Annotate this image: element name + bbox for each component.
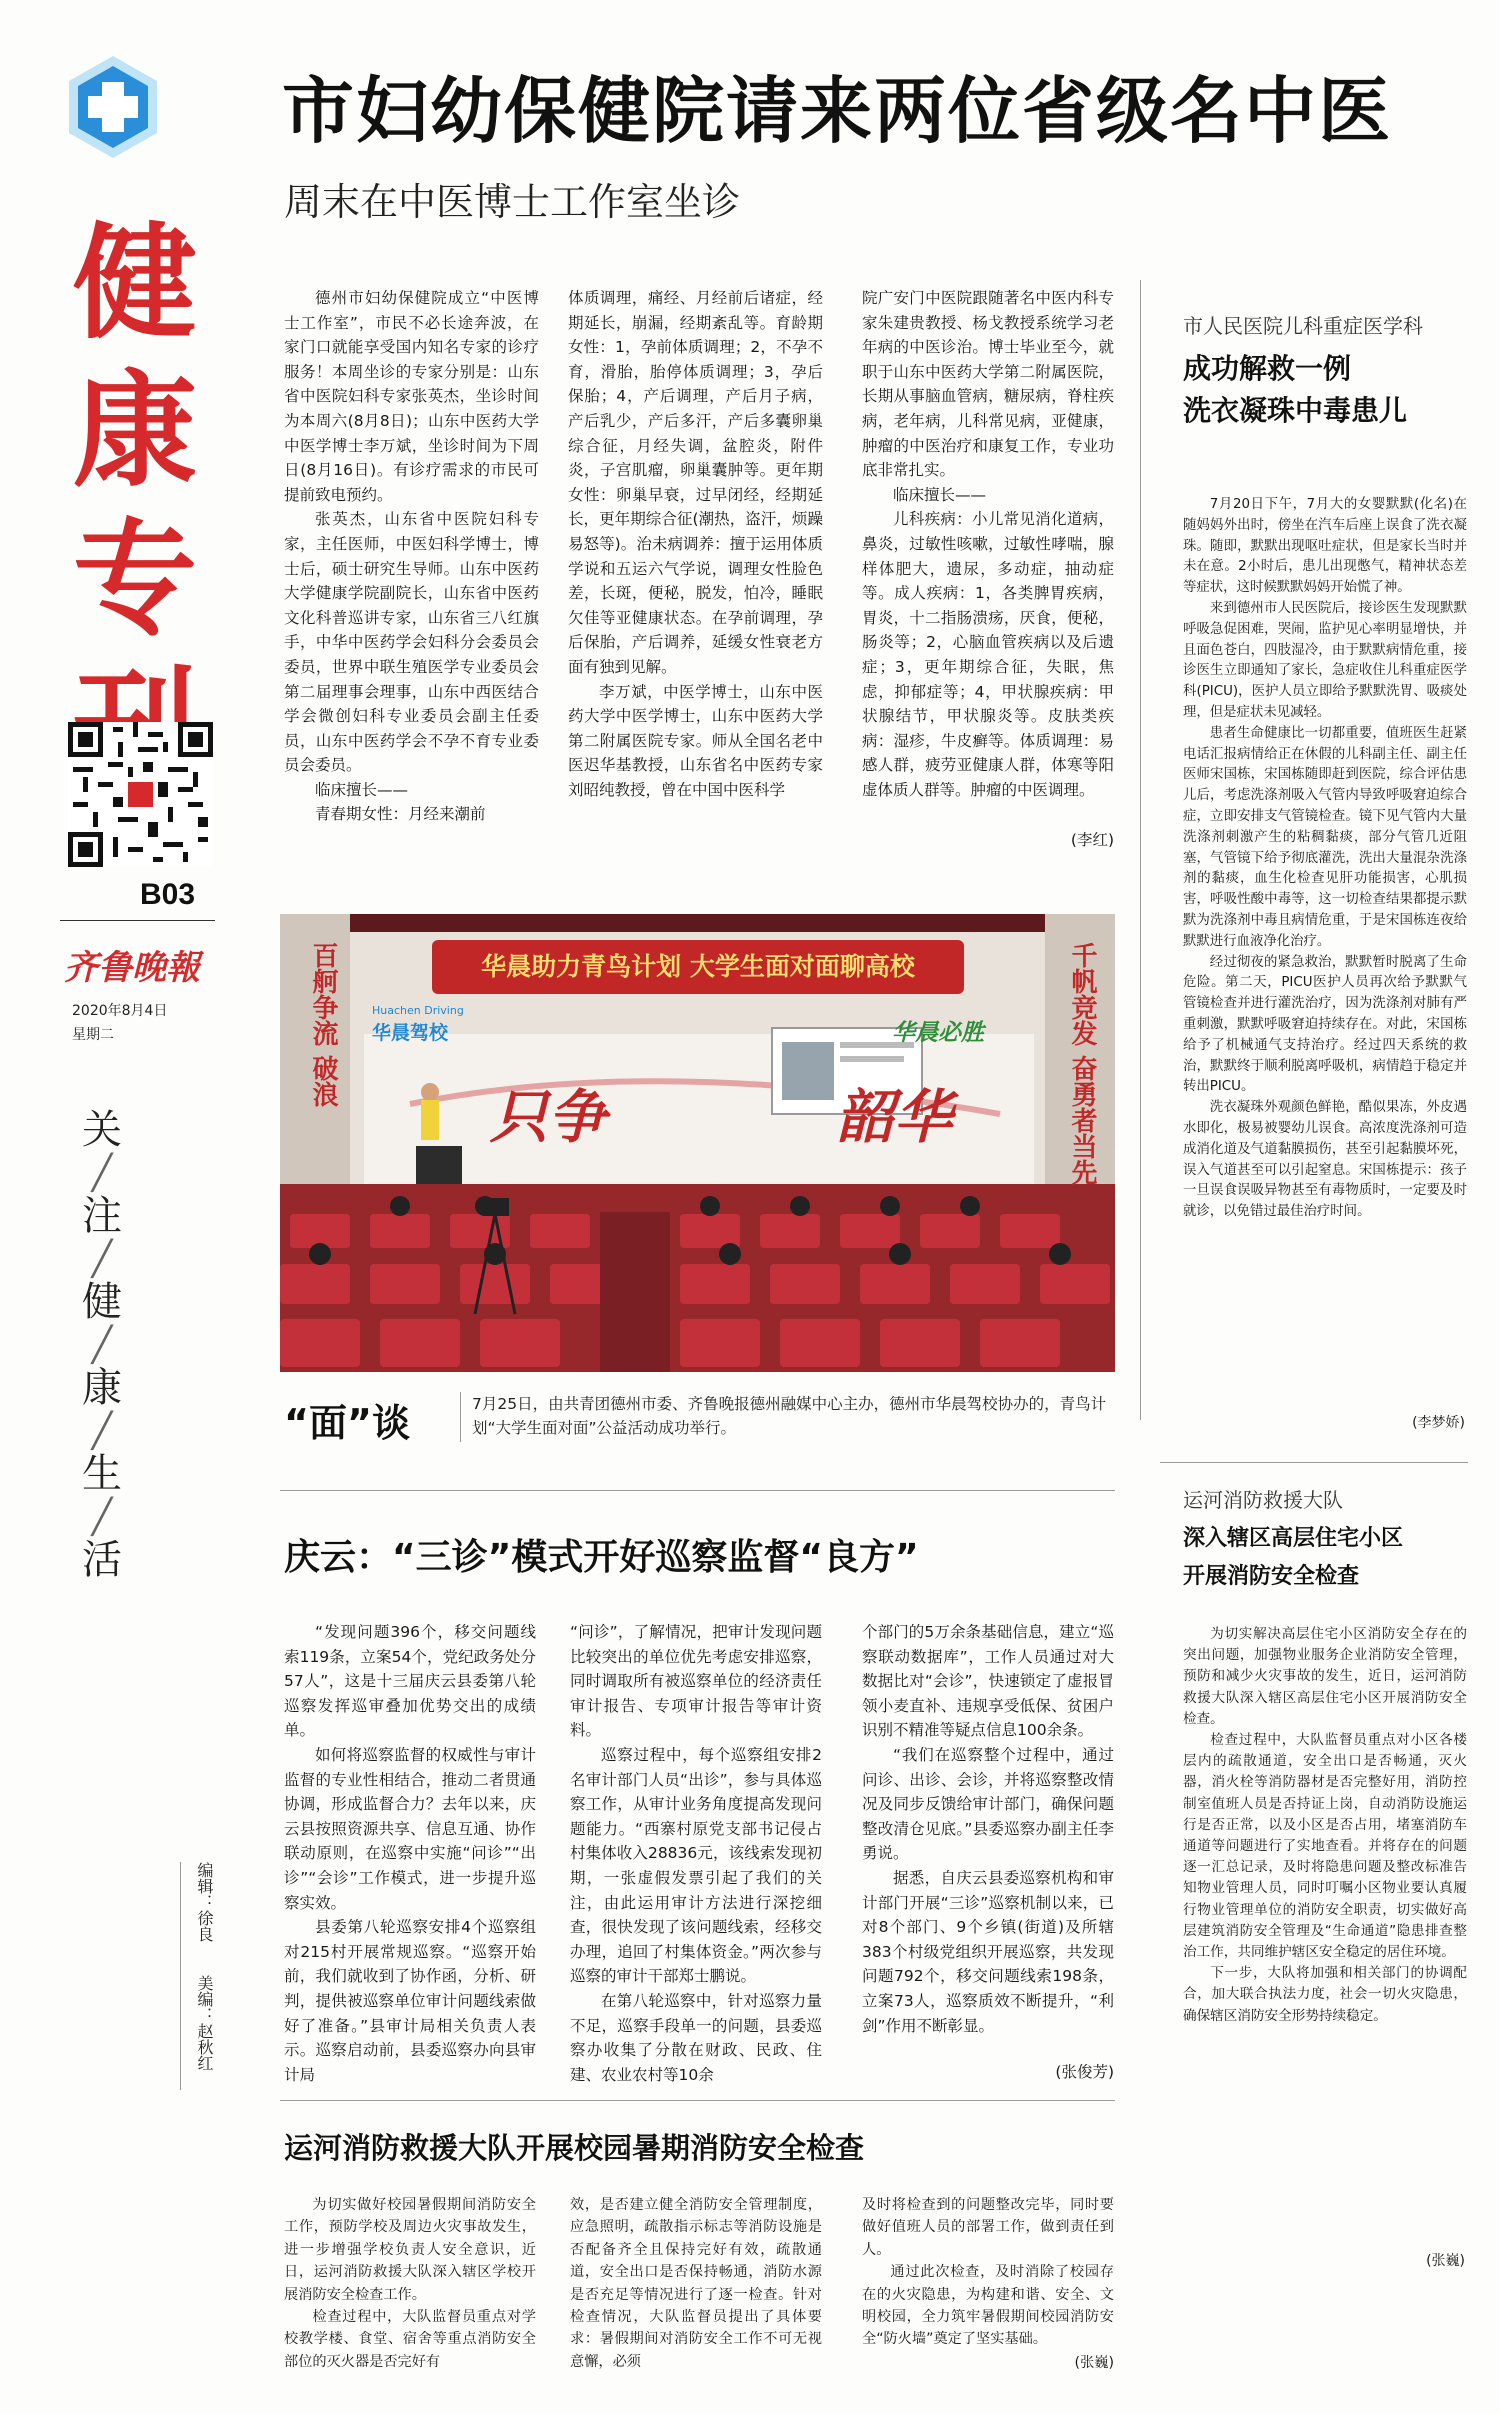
motto-char: 生 <box>82 1451 122 1497</box>
photo-banner: 华晨助力青鸟计划 大学生面对面聊高校 <box>481 952 915 981</box>
page-headline: 市妇幼保健院请来两位省级名中医 <box>282 69 1393 153</box>
paragraph: 为切实解决高层住宅小区消防安全存在的突出问题，加强物业服务企业消防安全管理，预防和减少火灾事故的发生，近日，运河消防救援大队深入辖区高层住宅小区开展消防安全检查。 <box>1183 1626 1467 1727</box>
paragraph: 儿科疾病：小儿常见消化道病，鼻炎，过敏性咳嗽，过敏性哮喘，腺样体肥大，遗尿，多动症，抽动症等。成人疾病：1，各类脾胃疾病，胃炎，十二指肠溃疡，厌食，便秘，肠炎等；2，心脑血管疾病以及后遗症；3，更年期综合征，失眠，焦虑，抑郁症等；4，甲状腺疾病：甲状腺结节，甲状腺炎等。皮肤类疾病：湿疹，牛皮癣等。体质调理：易感人群，疲劳亚健康人群，体寒等阳虚体质人群等。肿瘤的中医调理。 <box>862 510 1114 799</box>
paragraph: 及时将检查到的问题整改完毕，同时要做好值班人员的部署工作，做到责任到人。 <box>862 2197 1114 2258</box>
story2-column-2 <box>570 1620 822 2084</box>
headline-line: 洗衣凝珠中毒患儿 <box>1183 394 1408 427</box>
right-couplet: 千帆竞发 奋勇者当先 <box>1067 942 1097 1186</box>
paragraph: 通过此次检查，及时消除了校园存在的火灾隐患，为构建和谐、安全、文明校园，全力筑牢暑假期间校园消防安全“防火墙”奠定了坚实基础。 <box>862 2264 1114 2348</box>
motto-char: 关 <box>82 1107 122 1153</box>
motto-char: 健 <box>82 1279 122 1325</box>
right-story-body <box>1183 1624 1467 2272</box>
slash-divider: ╱ <box>91 1239 113 1279</box>
paragraph: 如何将巡察监督的权威性与审计监督的专业性相结合，推动二者贯通协调，形成监督合力？去年以来，庆云县按照资源共享、信息互通、协作联动原则，在巡察中实施“问诊”“出诊”“会诊”工作模式，进一步提升巡察实效。 <box>284 1745 536 1912</box>
paragraph: 县委第八轮巡察安排4个巡察组对215村开展常规巡察。“巡察开始前，我们就收到了协作函，分析、研判，提供被巡察单位审计问题线索做好了准备。”县审计局相关负责人表示。巡察启动前，县委巡察办向县审计局 <box>284 1918 536 2084</box>
paragraph: 检查过程中，大队监督员重点对学校教学楼、食堂、宿舍等重点消防安全部位的灭火器是否完好有 <box>284 2309 536 2370</box>
paragraph: 临床擅长—— <box>893 485 987 504</box>
section-title-char: 专 <box>72 508 197 652</box>
motto-char: 康 <box>82 1365 122 1411</box>
paragraph: 张英杰，山东省中医院妇科专家，主任医师，中医妇科学博士，博士后，硕士研究生导师。山东中医药大学健康学院副院长，山东省中医药文化科普巡讲专家，山东省三八红旗手，中华中医药学会妇科分会委员会委员，世界中联生殖医学专业委员会第二届理事会理事，山东中西医结合学会微创妇科专业委员会副主任委员，山东中医药学会不孕不育专业委员会委员。 <box>284 510 539 775</box>
motto <box>72 1107 132 1583</box>
issue-date: 2020年8月4日 <box>72 1003 168 1019</box>
photo-section-label: “面”谈 <box>284 1401 410 1445</box>
column-rule <box>1140 280 1141 1420</box>
byline: (李梦娇) <box>1412 1415 1465 1431</box>
backdrop-text: 韶华 <box>836 1083 953 1151</box>
caption-rule <box>460 1392 461 1442</box>
paragraph: 李万斌，中医学博士，山东中医药大学中医学博士，山东中医药大学第二附属医院专家。师从全国名老中医迟华基教授，山东省名中医药专家刘昭纯教授，曾在中国中医科学 <box>568 682 823 799</box>
story3-column-1 <box>284 2194 536 2376</box>
section-rule <box>280 1490 1115 1491</box>
paragraph: 7月20日下午，7月大的女婴默默(化名)在随妈妈外出时，傍坐在汽车后座上误食了洗衣凝珠。随即，默默出现呕吐症状，但是家长当时并未在意。2小时后，患儿出现憋气，精神状态差等症状，这时候默默妈妈开始慌了神。 <box>1183 497 1467 596</box>
headline-line: 深入辖区高层住宅小区 <box>1183 1526 1404 1551</box>
story3-column-2 <box>570 2194 822 2376</box>
paragraph: 患者生命健康比一切都重要，值班医生赶紧电话汇报病情给正在休假的儿科副主任、副主任医师宋国栋，宋国栋随即赶到医院，综合评估患儿后，考虑洗涤剂吸入气管内导致呼吸窘迫综合症，立即安排支气管镜检查。镜下见气管内大量洗涤剂刺激产生的粘稠黏痰，部分气管几近阻塞，气管镜下给予彻底灌洗，洗出大量混杂洗涤剂的黏痰，血生化检查见肝功能损害，心肌损害，呼吸性酸中毒等，这一切检查结果都提示默默为洗涤剂中毒且病情危重，于是宋国栋连夜给默默进行血液净化治疗。 <box>1183 725 1467 949</box>
designer-credit: 美编：赵秋红 <box>195 1975 214 2071</box>
motto-char: 活 <box>82 1537 122 1583</box>
slash-divider: ╱ <box>91 1497 113 1537</box>
right-slogan: 华晨必胜 <box>892 1020 984 1046</box>
cross-logo-icon <box>58 52 168 162</box>
photo-caption: 7月25日，由共青团德州市委、齐鲁晚报德州融媒中心主办，德州市华晨驾校协办的，青鸟计划“大学生面对面”公益活动成功举行。 <box>472 1395 1107 1437</box>
story2-column-1 <box>284 1620 536 2084</box>
paragraph: 为切实做好校园暑假期间消防安全工作，预防学校及周边火灾事故发生，进一步增强学校负责人安全意识，近日，运河消防救援大队深入辖区学校开展消防安全检查工作。 <box>284 2197 536 2303</box>
right-story-kicker: 市人民医院儿科重症医学科 <box>1183 314 1423 338</box>
right-story-body <box>1183 495 1467 1430</box>
school-name-en: Huachen Driving <box>372 1004 464 1017</box>
paper-name: 齐鲁晚報 <box>64 948 200 988</box>
page-subheadline: 周末在中医博士工作室坐诊 <box>284 180 741 224</box>
paragraph: 经过彻夜的紧急救治，默默暂时脱离了生命危险。第二天，PICU医护人员再次给予默默气管镜检查并进行灌洗治疗，因为洗涤剂对肺有严重刺激，默默呼吸窘迫持续存在。对此，宋国栋给予了机械通气支持治疗。经过四天系统的救治，默默终于顺利脱离呼吸机，病情趋于稳定并转出PICU。 <box>1183 954 1467 1095</box>
paragraph: “发现问题396个，移交问题线索119条，立案54个，党纪政务处分57人”，这是十三届庆云县委第八轮巡察发挥巡审叠加优势交出的成绩单。 <box>284 1623 536 1740</box>
lead-column-1 <box>284 286 539 860</box>
divider <box>60 920 215 921</box>
paragraph: 院广安门中医院跟随著名中医内科专家朱建贵教授、杨戈教授系统学习老年病的中医诊治。博士毕业至今，就职于山东中医药大学第二附属医院，长期从事脑血管病，糖尿病，脊柱疾病，老年病，儿科常见病，亚健康，肿瘤的中医治疗和康复工作，专业功底非常扎实。 <box>862 289 1114 480</box>
qr-code-icon <box>68 722 213 867</box>
section-rule <box>280 2100 1115 2101</box>
byline: (张巍) <box>1074 2355 1114 2371</box>
paragraph: 洗衣凝珠外观颜色鲜艳，酷似果冻，外皮遇水即化，极易被婴幼儿误食。高浓度洗涤剂可造成消化道及气道黏膜损伤，甚至引起黏膜坏死，误入气道甚至可以引起窒息。宋国栋提示：孩子一旦误食误吸异物甚至有毒物质时，一定要及时就诊，以免错过最佳治疗时间。 <box>1183 1100 1467 1220</box>
slash-divider: ╱ <box>91 1411 113 1451</box>
section-title-char: 康 <box>72 360 197 504</box>
slash-divider: ╱ <box>91 1153 113 1193</box>
paragraph: “问诊”，了解情况，把审计发现问题比较突出的单位优先考虑安排巡察，同时调取所有被巡察单位的经济责任审计报告、专项审计报告等审计资料。 <box>570 1623 822 1740</box>
page-code: B03 <box>140 878 196 911</box>
event-photo <box>280 914 1115 1372</box>
byline: (李红) <box>1070 831 1114 849</box>
paragraph: 德州市妇幼保健院成立“中医博士工作室”，市民不必长途奔波，在家门口就能享受国内知名专家的诊疗服务！本周坐诊的专家分别是：山东省中医院妇科专家张英杰，坐诊时间为本周六(8月8日)；山东中医药大学中医学博士李万斌，坐诊时间为下周日(8月16日)。有诊疗需求的市民可提前致电预约。 <box>284 289 539 504</box>
story-headline: 庆云：“三诊”模式开好巡察监督“良方” <box>284 1537 919 1578</box>
story2-column-3 <box>862 1620 1114 2050</box>
paragraph: 下一步，大队将加强和相关部门的协调配合，加大联合执法力度，社会一切火灾隐患，确保辖区消防安全形势持续稳定。 <box>1183 1965 1467 2024</box>
paragraph: 据悉，自庆云县委巡察机构和审计部门开展“三诊”巡察机制以来，已对8个部门、9个乡镇(街道)及所辖383个村级党组织开展巡察，共发现问题792个，移交问题线索198条，立案73人，巡察质效不断提升，“利剑”作用不断彰显。 <box>862 1868 1114 2035</box>
paragraph: 体质调理，痛经、月经前后诸症，经期延长，崩漏，经期紊乱等。育龄期女性：1，孕前体质调理；2，不孕不育，滑胎，胎停体质调理；3，孕后保胎；4，产后调理，产后月子病，产后乳少，产后多汗，产后多囊卵巢综合征，月经失调，盆腔炎，附件炎，子宫肌瘤，卵巢囊肿等。更年期女性：卵巢早衰，过早闭经，经期延长，更年期综合征(潮热，盗汗，烦躁易怒等)。治未病调养：擅于运用体质学说和五运六气学说，调理女性脸色差，长斑，便秘，脱发，怕冷，睡眠欠佳等亚健康状态。在孕前调理，孕后保胎，产后调养，延缓女性衰老方面有独到见解。 <box>568 289 823 676</box>
right-story-kicker: 运河消防救援大队 <box>1183 1488 1343 1512</box>
paragraph: 效，是否建立健全消防安全管理制度，应急照明，疏散指示标志等消防设施是否配备齐全且保持完好有效，疏散通道，安全出口是否保持畅通，消防水源是否充足等情况进行了逐一检查。针对检查情况，大队监督员提出了具体要求：暑假期间对消防安全工作不可无视意懈，必须 <box>570 2197 822 2370</box>
headline-line: 成功解救一例 <box>1183 352 1352 385</box>
lead-column-2 <box>568 286 823 860</box>
lead-column-3 <box>862 286 1114 841</box>
qr-code[interactable] <box>68 722 213 867</box>
editor-credit: 编辑：徐良 <box>195 1862 214 1942</box>
paragraph: 在第八轮巡察中，针对巡察力量不足，巡察手段单一的问题，县委巡察办收集了分散在财政、民政、住建、农业农村等10余 <box>570 1991 822 2084</box>
right-story-headline <box>1183 348 1463 432</box>
issue-weekday: 星期二 <box>72 1027 114 1043</box>
left-couplet: 百舸争流 破浪 <box>308 942 338 1108</box>
section-rule <box>1160 1462 1468 1463</box>
byline: (张巍) <box>1426 2253 1465 2269</box>
paragraph: 临床擅长—— <box>315 780 409 799</box>
logo <box>58 52 168 162</box>
byline: (张俊芳) <box>1055 2063 1114 2081</box>
story-headline: 运河消防救援大队开展校园暑期消防安全检查 <box>284 2131 865 2165</box>
paragraph: “我们在巡察整个过程中，通过问诊、出诊、会诊，并将巡察整改情况及同步反馈给审计部门，确保问题整改清仓见底。”县委巡察办副主任李勇说。 <box>862 1745 1114 1863</box>
slash-divider: ╱ <box>91 1325 113 1365</box>
paragraph: 来到德州市人民医院后，接诊医生发现默默呼吸急促困难，哭闹，监护见心率明显增快，并且面色苍白，四肢湿冷，由于默默病情危重，接诊医生立即通知了家长，急症收住儿科重症医学科(PICU)，医护人员立即给予默默洗胃、吸痰处理，但是症状未见减轻。 <box>1183 600 1467 720</box>
paragraph: 检查过程中，大队监督员重点对小区各楼层内的疏散通道，安全出口是否畅通，灭火器，消火栓等消防器材是否完整好用，消防控制室值班人员是否持证上岗，自动消防设施运行是否正常，以及小区是否占用，堵塞消防车通道等问题进行了实地查看。并将存在的问题逐一汇总记录，及时将隐患问题及整改标准告知物业管理人员，同时叮嘱小区物业要认真履行物业管理单位的消防安全职责，切实做好高层建筑消防安全管理及“生命通道”隐患排查整治工作，共同维护辖区安全稳定的居住环境。 <box>1183 1732 1467 1961</box>
paragraph: 巡察过程中，每个巡察组安排2名审计部门人员“出诊”，参与具体巡察工作，从审计业务角度提高发现问题能力。“西寨村原党支部书记侵占村集体收入28836元，该线索发现初期，一张虚假发票引起了我们的关注，由此运用审计方法进行深挖细查，很快发现了该问题线索，经移交办理，追回了村集体资金。”两次参与巡察的审计干部郑士鹏说。 <box>570 1745 822 1986</box>
right-story-headline <box>1183 1520 1473 1596</box>
paragraph: 青春期女性：月经来潮前 <box>315 805 486 824</box>
section-title <box>60 210 210 802</box>
motto-char: 注 <box>82 1193 122 1239</box>
story3-column-3 <box>862 2194 1114 2354</box>
editor-rule <box>180 1862 181 2090</box>
school-name: 华晨驾校 <box>372 1022 449 1044</box>
backdrop-text: 只争 <box>490 1083 607 1151</box>
paragraph: 个部门的5万余条基础信息，建立“巡察联动数据库”，工作人员通过对大数据比对“会诊”，快速锁定了虚报冒领小麦直补、违规享受低保、贫困户识别不精准等疑点信息100余条。 <box>862 1623 1114 1740</box>
section-title-char: 健 <box>72 212 197 356</box>
headline-line: 开展消防安全检查 <box>1183 1564 1360 1589</box>
